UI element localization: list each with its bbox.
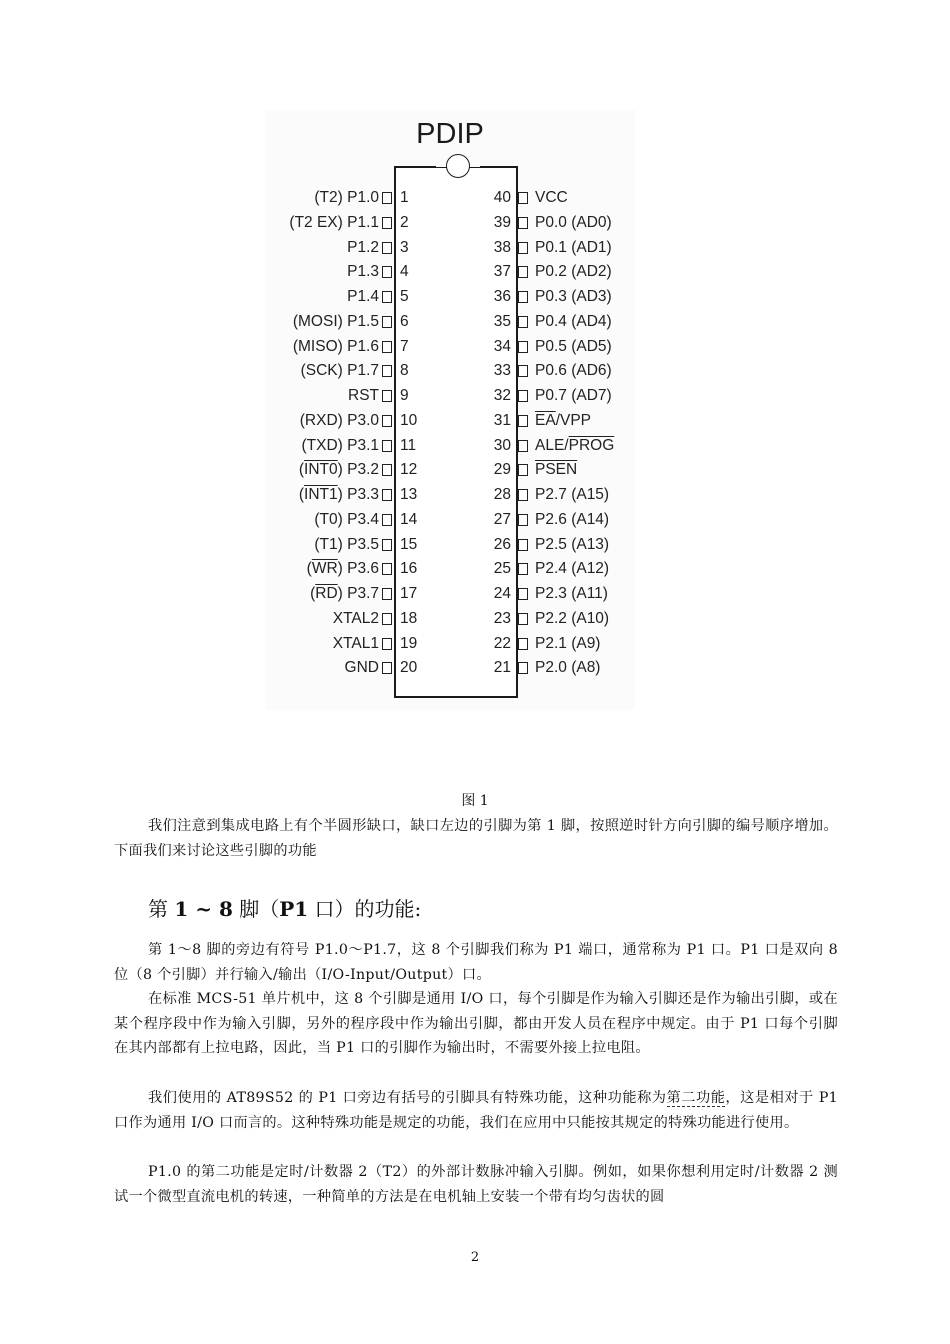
pin-number: 26 xyxy=(493,535,511,553)
pin-row-right xyxy=(265,436,635,456)
pin-number: 31 xyxy=(493,411,511,429)
chip-notch xyxy=(446,154,470,178)
pin-number: 20 xyxy=(400,659,418,677)
pin-pad xyxy=(518,415,528,427)
pin-label: (T2 EX) P1.1 xyxy=(289,213,379,231)
pin-pad xyxy=(518,316,528,328)
pin-number: 32 xyxy=(493,387,511,404)
pin-number: 30 xyxy=(493,436,511,454)
overbar-signal: $\overline{RD}$ xyxy=(315,585,338,602)
pin-number: 3 xyxy=(400,238,409,256)
pin-label: P0.7 (AD7) xyxy=(535,387,612,404)
pin-pad xyxy=(518,440,528,452)
pin-row-right xyxy=(265,634,635,654)
pin-number: 11 xyxy=(400,436,417,454)
pin-number: 28 xyxy=(493,486,511,503)
pin-number: 6 xyxy=(400,312,409,330)
pin-pad xyxy=(518,539,528,551)
pin-label: P0.4 (AD4) xyxy=(535,312,612,330)
pin-label: VCC xyxy=(535,189,568,206)
pin-row-right xyxy=(265,312,635,332)
pin-label: (INT1) P3.3 xyxy=(298,486,379,503)
pin-label: GND xyxy=(344,659,379,677)
pin-pad xyxy=(518,588,528,600)
overbar-signal: PROG xyxy=(568,436,615,454)
pin-row-right xyxy=(265,287,635,307)
pin-row-right xyxy=(265,485,635,505)
paragraph-1: 第 1～8 脚的旁边有符号 P1.0～P1.7，这 8 个引脚我们称为 P1 端口，通常称为 P1 口。P1 口是双向 8 位（8 个引脚）并行输入/输出（I/O-Input/Output）口。 xyxy=(114,942,838,983)
pin-label: RST xyxy=(348,387,379,404)
pin-number: 18 xyxy=(400,609,418,627)
heading-pre: 第 xyxy=(148,897,175,921)
page-number: 2 xyxy=(470,1250,480,1265)
overbar-signal: INT1 xyxy=(304,486,338,503)
pin-label: (T2) P1.0 xyxy=(314,189,379,206)
pin-number: 7 xyxy=(400,337,409,355)
pin-number: 36 xyxy=(493,288,511,305)
pin-label: P0.1 (AD1) xyxy=(535,238,612,256)
pin-label: (T1) P3.5 xyxy=(314,535,379,553)
pin-label: P2.1 (A9) xyxy=(535,634,601,652)
pin-pad xyxy=(518,613,528,625)
pin-row-right xyxy=(265,609,635,629)
pin-number: 19 xyxy=(400,634,418,652)
pin-number: 29 xyxy=(493,461,511,479)
paragraph-3 xyxy=(114,1086,838,1135)
pin-pad xyxy=(518,514,528,526)
pin-row-right xyxy=(265,337,635,357)
pin-pad xyxy=(518,563,528,575)
pin-number: 24 xyxy=(493,585,511,602)
pin-label: P0.3 (AD3) xyxy=(535,288,612,305)
pin-label: (TXD) P3.1 xyxy=(301,436,379,454)
pin-label: P2.3 (A11) xyxy=(535,585,608,602)
pin-number: 34 xyxy=(493,337,511,355)
pin-label: (MOSI) P1.5 xyxy=(292,312,379,330)
pin-number: 39 xyxy=(493,213,511,231)
pin-label: (INT0) P3.2 xyxy=(298,461,379,479)
overbar-signal: $\overline{WR}$ xyxy=(311,560,338,578)
pin-label xyxy=(535,460,577,480)
paragraph-3-b: ，这是相对于 P1 口作为通用 I/O 口而言的。这种特殊功能是规定的功能，我们在应用中只能按其规定的特殊功能进行使用。 xyxy=(114,1090,838,1131)
paragraph-3-a: 我们使用的 AT89S52 的 P1 口旁边有括号的引脚具有特殊功能，这种功能称为 xyxy=(148,1090,667,1106)
pin-label: (RXD) P3.0 xyxy=(299,411,379,429)
pin-pad xyxy=(518,365,528,377)
pin-number: 35 xyxy=(493,312,511,330)
pin-label: (T0) P3.4 xyxy=(314,510,379,528)
pin-pad xyxy=(518,266,528,278)
pin-row-right xyxy=(265,584,635,604)
pin-label: (SCK) P1.7 xyxy=(300,362,379,380)
pin-label: ALE/PROG xyxy=(535,436,615,454)
pin-number: 13 xyxy=(400,486,418,503)
pin-row-right xyxy=(265,361,635,381)
pin-label: P2.4 (A12) xyxy=(535,560,610,578)
section-heading xyxy=(148,893,421,922)
pin-number: 37 xyxy=(493,263,511,281)
pin-label: P0.5 (AD5) xyxy=(535,337,612,355)
pin-label: P2.2 (A10) xyxy=(535,609,610,627)
heading-bold-2: P1 xyxy=(279,897,309,921)
second-function-term: 第二功能 xyxy=(666,1090,726,1106)
pin-pad xyxy=(518,242,528,254)
pin-number: 27 xyxy=(493,510,511,528)
pin-label: $\overline{EA}$/VPP xyxy=(535,411,592,429)
pin-row-right xyxy=(265,411,635,431)
pin-number: 12 xyxy=(400,461,418,479)
pin-number: 5 xyxy=(400,288,409,305)
pin-number: 23 xyxy=(493,609,511,627)
paragraph-2: 在标准 MCS-51 单片机中，这 8 个引脚是通用 I/O 口，每个引脚是作为输入引脚还是作为输出引脚，或在某个程序段中作为输入引脚，另外的程序段中作为输出引脚，都由开发人员在程序中规定。由于 P1 口每个引脚在其内部都有上拉电路，因此，当 P1 口的引脚作为输出时，不需要外接上拉电阻。 xyxy=(114,991,838,1056)
pin-pad xyxy=(518,638,528,650)
heading-bold-1: 1 ~ 8 xyxy=(174,897,233,921)
pin-row-right xyxy=(265,188,635,208)
pin-label: (MISO) P1.6 xyxy=(292,337,379,355)
overbar-signal: $\overline{EA}$ xyxy=(535,411,556,429)
pin-label: P1.2 xyxy=(347,238,379,256)
intro-paragraph: 我们注意到集成电路上有个半圆形缺口，缺口左边的引脚为第 1 脚，按照逆时针方向引脚的编号顺序增加。下面我们来讨论这些引脚的功能 xyxy=(114,818,838,859)
heading-post: 口）的功能: xyxy=(308,897,422,921)
pin-number: 21 xyxy=(493,659,511,677)
pin-row-right xyxy=(265,460,635,480)
pin-label: P2.0 (A8) xyxy=(535,659,601,677)
figure-caption: 图 1 xyxy=(461,793,489,809)
paragraph-4: P1.0 的第二功能是定时/计数器 2（T2）的外部计数脉冲输入引脚。例如，如果你想利用定时/计数器 2 测试一个微型直流电机的转速，一种简单的方法是在电机轴上安装一个带有均匀齿状的圆 xyxy=(114,1164,838,1205)
pin-pad xyxy=(518,662,528,674)
pin-pad xyxy=(518,390,528,402)
pin-label: P0.2 (AD2) xyxy=(535,263,612,281)
pin-label: P2.5 (A13) xyxy=(535,535,610,553)
heading-mid: 脚（ xyxy=(232,897,280,921)
pin-number: 17 xyxy=(400,585,418,602)
pin-label: $(\overline{WR})$ P3.6 xyxy=(306,560,379,578)
pin-pad xyxy=(518,192,528,204)
pin-row-right xyxy=(265,386,635,406)
pin-label: P0.0 (AD0) xyxy=(535,213,612,231)
pin-number: 2 xyxy=(400,213,409,231)
pin-label: P2.7 (A15) xyxy=(535,486,610,503)
pin-row-right xyxy=(265,238,635,258)
pin-number: 15 xyxy=(400,535,418,553)
pin-row-right xyxy=(265,535,635,555)
pin-label: P1.4 xyxy=(347,288,379,305)
pin-number: 9 xyxy=(400,387,409,404)
pin-pad xyxy=(518,489,528,501)
pin-row-right xyxy=(265,510,635,530)
pin-number: 38 xyxy=(493,238,511,256)
pin-number: 1 xyxy=(400,189,409,206)
pin-number: 22 xyxy=(493,634,511,652)
pin-pad xyxy=(518,341,528,353)
package-title: PDIP xyxy=(416,118,484,150)
pin-label: P2.6 (A14) xyxy=(535,510,610,528)
pin-row-right xyxy=(265,213,635,233)
pin-label: XTAL2 xyxy=(332,609,379,627)
pin-number: 25 xyxy=(493,560,511,578)
pin-number: 40 xyxy=(493,189,511,206)
pinout-figure xyxy=(265,110,635,710)
pin-number: 8 xyxy=(400,362,409,380)
pin-label: P1.3 xyxy=(347,263,379,281)
overbar-signal: PSEN xyxy=(535,461,578,479)
pin-number: 10 xyxy=(400,411,418,429)
pin-label: XTAL1 xyxy=(332,634,379,652)
pin-row-right xyxy=(265,658,635,678)
pin-label: P0.6 (AD6) xyxy=(535,362,612,380)
pin-number: 4 xyxy=(400,263,409,281)
pin-pad xyxy=(518,464,528,476)
pin-number: 14 xyxy=(400,510,418,528)
pin-number: 16 xyxy=(400,560,418,578)
pin-label: $(\overline{RD})$ P3.7 xyxy=(310,585,379,602)
pin-number: 33 xyxy=(493,362,511,380)
pin-pad xyxy=(518,217,528,229)
pin-row-right xyxy=(265,559,635,579)
overbar-signal: INT0 xyxy=(304,461,338,479)
pin-pad xyxy=(518,291,528,303)
pin-row-right xyxy=(265,262,635,282)
